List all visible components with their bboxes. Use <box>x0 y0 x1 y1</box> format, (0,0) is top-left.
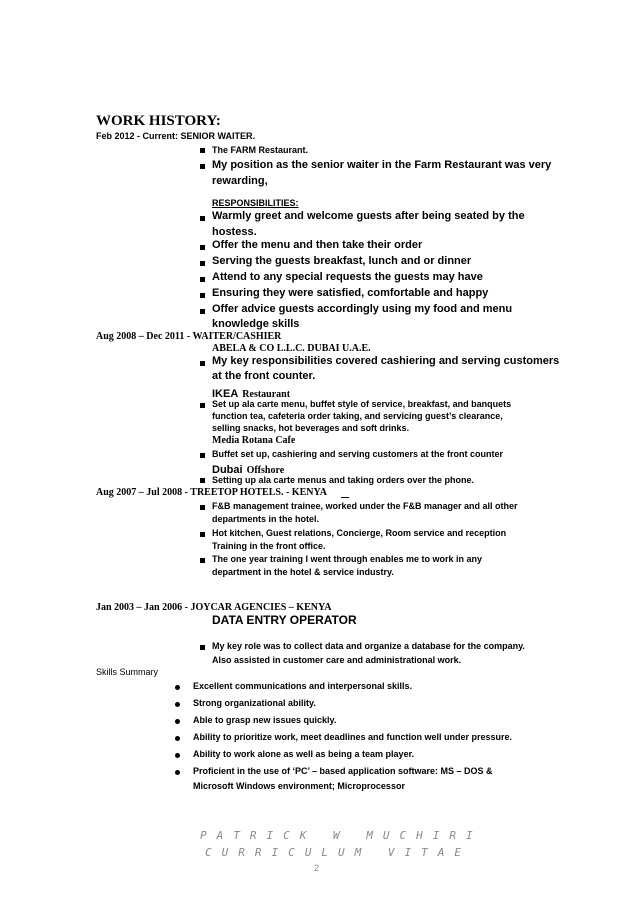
job1-item: rewarding, <box>212 175 268 187</box>
bullet-icon <box>200 245 205 250</box>
skill-item: Proficient in the use of ‘PC’ – based application software: MS – DOS & <box>193 766 493 776</box>
skill-item: Ability to work alone as well as being a team player. <box>193 749 415 759</box>
bullet-icon <box>200 532 205 537</box>
dubai-suffix: Offshore <box>246 465 285 476</box>
bullet-icon <box>175 719 180 724</box>
bullet-icon <box>200 505 205 510</box>
job4-title: DATA ENTRY OPERATOR <box>212 613 357 627</box>
job3-line: Hot kitchen, Guest relations, Concierge, Room service and reception <box>212 528 507 538</box>
skill-item: Strong organizational ability. <box>193 698 316 708</box>
footer-name: PATRICK W MUCHIRI <box>200 829 483 842</box>
job2-company: ABELA & CO L.L.C. DUBAI U.A.E. <box>212 343 371 354</box>
work-history-heading: WORK HISTORY: <box>96 113 221 129</box>
bullet-icon <box>200 478 205 483</box>
bullet-icon <box>200 403 205 408</box>
bullet-icon <box>200 558 205 563</box>
bullet-icon <box>200 361 205 366</box>
skill-item: Able to grasp new issues quickly. <box>193 715 337 725</box>
bullet-icon <box>200 216 205 221</box>
responsibility-item: Serving the guests breakfast, lunch and or dinner <box>212 255 472 267</box>
bullet-icon <box>175 702 180 707</box>
job2-key-line: at the front counter. <box>212 370 316 382</box>
job3-line: Training in the front office. <box>212 541 326 551</box>
skill-item: Microsoft Windows environment; Microprocessor <box>193 781 405 791</box>
bullet-icon <box>175 770 180 775</box>
job3-period: Aug 2007 – Jul 2008 - TREETOP HOTELS. - KENYA <box>96 487 327 498</box>
bullet-icon <box>200 309 205 314</box>
bullet-icon <box>200 453 205 458</box>
responsibility-item: Offer advice guests accordingly using my food and menu <box>212 303 513 315</box>
job3-line: The one year training I went through enables me to work in any <box>212 554 483 564</box>
underline-mark <box>341 497 349 498</box>
responsibility-item: knowledge skills <box>212 318 300 330</box>
dubai-line: Setting up ala carte menus and taking orders over the phone. <box>212 475 475 485</box>
job1-item: The FARM Restaurant. <box>212 145 309 155</box>
bullet-icon <box>200 164 205 169</box>
job4-line: My key role was to collect data and organize a database for the company. <box>212 641 525 651</box>
media-line: Buffet set up, cashiering and serving customers at the front counter <box>212 449 504 459</box>
job2-key-line: My key responsibilities covered cashiering and serving customers <box>212 355 560 367</box>
responsibility-item: Attend to any special requests the guests may have <box>212 271 483 283</box>
responsibility-item: hostess. <box>212 226 257 238</box>
skills-label: Skills Summary <box>96 667 159 677</box>
ikea-line: Set up ala carte menu, buffet style of service, breakfast, and banquets <box>212 399 512 409</box>
bullet-icon <box>200 148 205 153</box>
bullet-icon <box>200 645 205 650</box>
job4-period: Jan 2003 – Jan 2006 - JOYCAR AGENCIES – KENYA <box>96 602 332 613</box>
bullet-icon <box>200 261 205 266</box>
skill-item: Ability to prioritize work, meet deadlines and function well under pressure. <box>193 732 513 742</box>
bullet-icon <box>175 753 180 758</box>
job2-period: Aug 2008 – Dec 2011 - WAITER/CASHIER <box>96 331 282 342</box>
job1-item: My position as the senior waiter in the Farm Restaurant was very <box>212 159 552 171</box>
job3-line: department in the hotel & service industry. <box>212 567 394 577</box>
bullet-icon <box>175 736 180 741</box>
media-label: Media Rotana Cafe <box>212 435 296 446</box>
responsibility-item: Warmly greet and welcome guests after being seated by the <box>212 210 525 222</box>
bullet-icon <box>200 293 205 298</box>
page-number: 2 <box>314 863 320 873</box>
footer-subtitle: CURRICULUM VITAE <box>205 846 471 859</box>
bullet-icon <box>175 685 180 690</box>
ikea-line: selling snacks, hot beverages and soft drinks. <box>212 423 410 433</box>
skill-item: Excellent communications and interpersonal skills. <box>193 681 413 691</box>
responsibility-item: Offer the menu and then take their order <box>212 239 423 251</box>
job3-line: F&B management trainee, worked under the F&B manager and all other <box>212 501 518 511</box>
ikea-suffix: Restaurant <box>242 389 291 400</box>
job1-period: Feb 2012 - Current: SENIOR WAITER. <box>96 131 256 141</box>
ikea-line: function tea, cafeteria order taking, and servicing guest’s clearance, <box>212 411 503 421</box>
job4-line: Also assisted in customer care and administrational work. <box>212 655 462 665</box>
responsibility-item: Ensuring they were satisfied, comfortable and happy <box>212 287 489 299</box>
job3-line: departments in the hotel. <box>212 514 320 524</box>
bullet-icon <box>200 277 205 282</box>
ikea-label: IKEA <box>212 388 239 400</box>
responsibilities-label: RESPONSIBILITIES: <box>212 198 299 208</box>
dubai-label: Dubai <box>212 464 243 476</box>
